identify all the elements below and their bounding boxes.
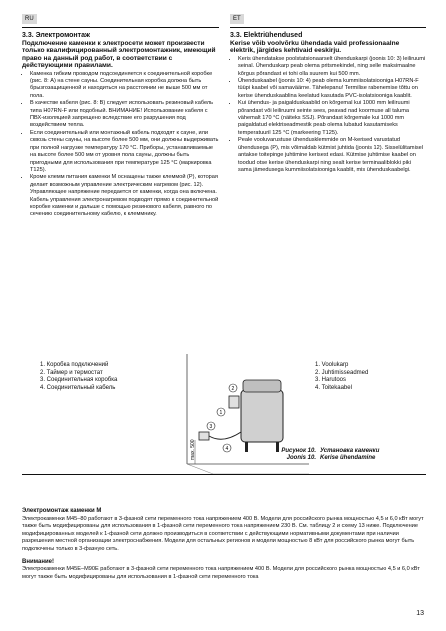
junction-box <box>199 432 209 440</box>
et-list <box>230 56 426 175</box>
legend-ru-item: 3. Соединительная коробка <box>40 377 118 384</box>
ru-column <box>22 32 219 219</box>
ru-lead: Подключение каменки к электросети может произвести только квалифицированный электромонтажник, имеющий право на данный род работ, в соответствии с действующими правилами. <box>22 40 216 70</box>
divider-et <box>230 27 426 28</box>
heater-stones <box>243 380 281 392</box>
ru-item: • В качестве кабеля (рис. 8: B) следует использовать резиновый кабель типа H07RN-F или подобный. ВНИМАНИЕ! Использование кабеля с ПВХ-изоляцией запрещено вследствие его разрушения под воздействием тепла. <box>30 100 219 130</box>
et-lead: Kerise võib voolvõrku ühendada vaid professionaalne elektrik, järgides kehtivaid eeskirju. <box>230 40 400 55</box>
et-item: • Ühenduskaabel (joonis 10: 4) peab olema kummiisolatsiooniga H07RN-F tüüpi kaabel või samaväärne. Tähelepanu! Termilise rabenemise tõttu on kerise ühenduskaablina keelatud kasutada PVC-isolatsiooniga kaablit. <box>238 78 426 100</box>
language-tag-et: ET <box>230 14 244 24</box>
language-tag-ru: RU <box>22 14 37 24</box>
callout-1-label: 1 <box>219 410 223 416</box>
et-item: • Kui ühendus- ja paigalduskaablid on kõrgemal kui 1000 mm leiliruumi põrandast või leiliruumi seinte sees, peavad nad koormuse all taluma vähemalt 170 °C (näiteks SSJ). Põrandast kõrgemale kui 1000 mm paigaldatud elektriseadmestik peab olema lubatud kasutamiseks temperatuuril 125 °C (markeering T125). <box>238 100 426 137</box>
ru-item: • Если соединительный или монтажный кабель подходят к сауне, или сквозь стены сауны, на высоте более 500 мм, они должны выдерживать при полной нагрузке температуру 170 °C. Приборы, устанавливаемые на высоте более 500 мм от уровня пола сауны, должны быть пригодными для использования при температуре 125 °C (маркировка T125). <box>30 130 219 174</box>
bottom-paragraph-2: Электрокаменки M45E–M90E работают в 3-фазной сети переменного тока напряжением 400 В. Модели для российского рынка мощностью 4,5 и 6,0 кВт могут также быть модифицированы для использования в 1-фазной сети переменного тока <box>22 566 420 580</box>
caption-et-text: Kerise ühendamine <box>320 455 376 462</box>
caption-ru-fig: Рисунок 10. <box>281 448 316 454</box>
ru-item: • Каменка гибким проводом подсоединяется к соединительной коробке (рис. 8: А) на стене сауны. Соединительная коробка должна быть брызгозащищенной и находиться на расстоянии не выше 500 мм от пола. <box>30 71 219 101</box>
caption-texts <box>320 448 379 463</box>
callout-4-label: 4 <box>225 446 229 452</box>
bottom-paragraph-1: Электрокаменки M45–80 работают в 3-фазной сети переменного тока напряжением 400 В. Модели для российского рынка мощностью 4,5 и 6,0 кВт могут также быть модифицированы для использования в 1-фазной сети переменного тока напряжением 230 В. См. таблицу 2 и схему 13 ниже. Подключение модифицированных моделей к 1-фазной сети должно производиться в соответствии с действующими нормативными документами при наличии разрешения местной организации электроснабжения. Модели для остальных регионов и модели мощностью 8 кВт для российского рынка могут быть подключены только в 3-фазную сеть. <box>22 515 424 552</box>
dimension-label: max. 500 <box>190 439 196 460</box>
et-section-title: 3.3. Elektriühendused <box>230 32 303 39</box>
legend-et-item: 2. Juhtimisseadmed <box>315 369 369 376</box>
ru-item: • Кроме клемм питания каменки M оснащены также клеммой (P), которая делает возможным управление электрическим нагревом (рис. 12). Управляющее напряжение передается от каменки, когда она включена. Кабель управления электронагревом подводят прямо к соединительной коробке каменки и дальше с помощью резинового кабеля, равного по сечению соединительному кабелю, к клеммнику. <box>30 174 219 218</box>
heater-body <box>241 390 283 442</box>
legend-ru <box>40 362 117 392</box>
legend-et <box>315 362 368 392</box>
bottom-title-2: Внимание! <box>22 558 54 565</box>
legend-et-item: 3. Harutoos <box>315 377 347 384</box>
bottom-section <box>22 508 426 581</box>
callout-3-label: 3 <box>209 424 213 430</box>
ru-list <box>22 71 219 219</box>
ru-section-title: 3.3. Электромонтаж <box>22 32 90 39</box>
et-item: • Peale vooluvarustuse ühendusklemmide on M-kerised varustatud ühendusega (P), mis võimaldab kütmist juhtida (joonis 12). Sisselülitamisel antakse toitepinge juhtimine kerisest edasi. Kütmise juhtimise kaabel on toodud otse kerise ühenduskarpi ning sealt kerise terminaaliblokki piki sama jämedusega kummiisolatsiooniga kaablit, mis ühenduskaabelgi. <box>238 137 426 174</box>
caption-labels <box>262 448 316 463</box>
bottom-title-1: Электромонтаж каменки M <box>22 508 102 514</box>
legend-et-item: 4. Toitekaabel <box>315 384 352 391</box>
divider-ru <box>22 27 219 28</box>
divider-bottom <box>22 474 426 475</box>
page-number: 13 <box>416 610 424 617</box>
heater-leg-left <box>245 442 248 452</box>
control-unit <box>229 396 239 408</box>
caption-ru-text: Установка каменки <box>320 448 380 454</box>
legend-ru-item: 2. Таймер и термостат <box>40 369 103 376</box>
legend-ru-item: 4. Соединительный кабель <box>40 384 116 391</box>
et-column <box>230 32 426 174</box>
legend-ru-item: 1. Коробка подключений <box>40 362 109 368</box>
caption-et-fig: Joonis 10. <box>286 455 316 462</box>
callout-2-label: 2 <box>231 386 235 392</box>
connection-cable <box>209 432 241 439</box>
floor-perspective <box>187 464 309 474</box>
legend-et-item: 1. Voolukarp <box>315 362 349 368</box>
et-item: • Keris ühendatakse poolstatsionaarselt ühenduskarpi (joonis 10: 3) leiliruumi seinal. Ühenduskarp peab olema pritsmekindel, ning selle maksimaalne kõrgus põrandast ei tohi olla suurem kui 500 mm. <box>238 56 426 78</box>
